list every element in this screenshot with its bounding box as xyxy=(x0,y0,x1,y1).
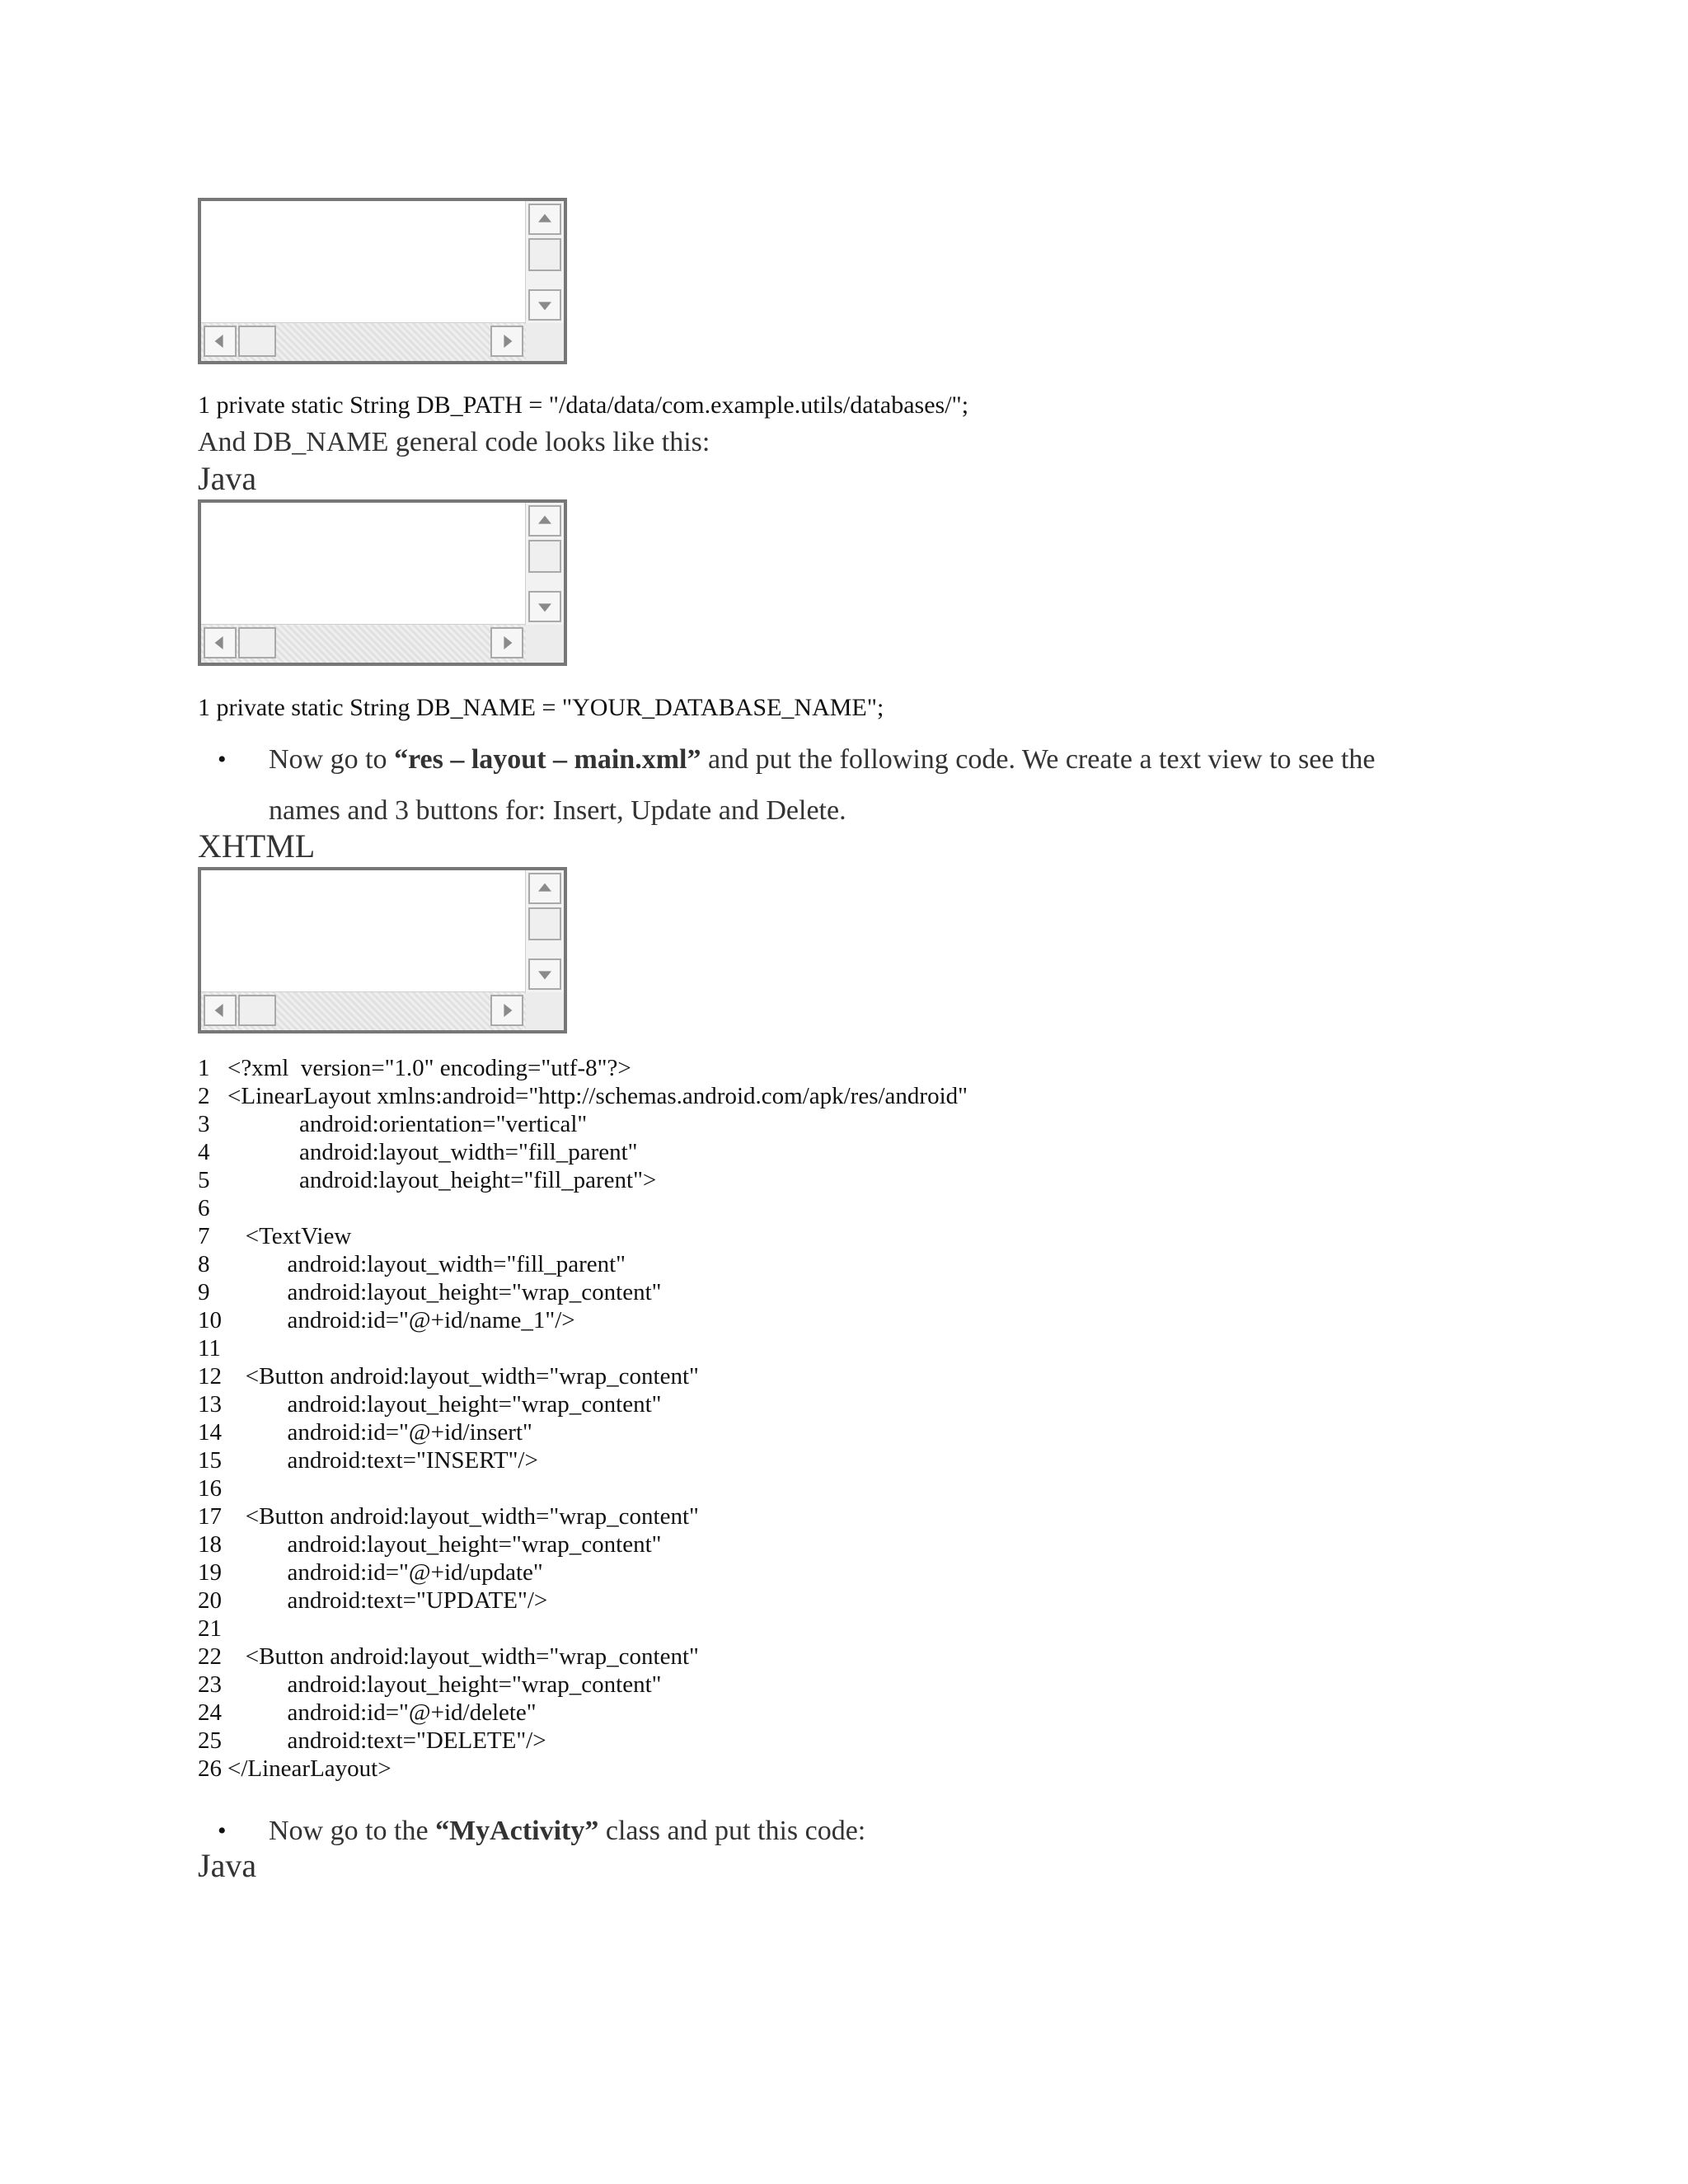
line-number: 5 xyxy=(198,1167,210,1193)
line-number: 4 xyxy=(198,1139,210,1165)
arrow-up-icon[interactable] xyxy=(528,505,561,537)
bullet-2-text-after: class and put this code: xyxy=(598,1816,866,1846)
line-number: 13 xyxy=(198,1391,222,1418)
scroll-thumb-vertical[interactable] xyxy=(528,540,561,573)
arrow-down-icon[interactable] xyxy=(528,289,561,321)
line-text: android:layout_width="fill_parent" xyxy=(227,1251,626,1277)
bullet-paragraph-1-line-2: names and 3 buttons for: Insert, Update and Delete. xyxy=(269,795,846,826)
scrollbar-corner xyxy=(526,323,564,361)
line-text: android:layout_width="fill_parent" xyxy=(227,1139,638,1165)
bullet-icon: • xyxy=(218,1817,227,1844)
bullet-2-emphasis: “MyActivity” xyxy=(435,1816,599,1846)
line-text: <Button android:layout_width="wrap_content" xyxy=(227,1643,699,1670)
line-number: 24 xyxy=(198,1699,222,1726)
line-text: android:id="@+id/update" xyxy=(227,1559,543,1586)
line-number: 16 xyxy=(198,1475,222,1502)
horizontal-scrollbar[interactable] xyxy=(201,991,526,1030)
arrow-right-icon[interactable] xyxy=(490,627,523,658)
line-number: 18 xyxy=(198,1531,222,1558)
code-viewer-3[interactable] xyxy=(198,867,567,1033)
scroll-thumb-horizontal[interactable] xyxy=(238,326,276,357)
line-text: <LinearLayout xmlns:android="http://schemas.android.com/apk/res/android" xyxy=(227,1083,968,1109)
line-number: 25 xyxy=(198,1727,222,1754)
line-number: 2 xyxy=(198,1083,210,1109)
line-number: 20 xyxy=(198,1587,222,1614)
line-number: 26 xyxy=(198,1755,222,1782)
scrollbar-corner xyxy=(526,625,564,663)
language-label-xhtml: XHTML xyxy=(198,827,316,865)
line-number: 10 xyxy=(198,1307,222,1333)
line-number: 1 xyxy=(198,1055,210,1081)
bullet-1-text-after: and put the following code. We create a text view to see the xyxy=(701,744,1376,775)
line-text: <Button android:layout_width="wrap_content" xyxy=(227,1363,699,1390)
paragraph-db-name: And DB_NAME general code looks like this: xyxy=(198,427,710,457)
bullet-paragraph-1 xyxy=(269,744,1376,776)
line-number: 22 xyxy=(198,1643,222,1670)
line-text: android:layout_height="wrap_content" xyxy=(227,1531,662,1558)
line-text: <Button android:layout_width="wrap_content" xyxy=(227,1503,699,1530)
line-number: 6 xyxy=(198,1195,210,1221)
line-text: android:layout_height="wrap_content" xyxy=(227,1671,662,1698)
line-text: android:text="UPDATE"/> xyxy=(227,1587,548,1614)
scroll-thumb-vertical[interactable] xyxy=(528,238,561,271)
arrow-down-icon[interactable] xyxy=(528,591,561,622)
line-text: android:orientation="vertical" xyxy=(227,1111,588,1137)
line-number: 17 xyxy=(198,1503,222,1530)
line-text: <?xml version="1.0" encoding="utf-8"?> xyxy=(227,1055,631,1081)
horizontal-scrollbar[interactable] xyxy=(201,322,526,361)
arrow-right-icon[interactable] xyxy=(490,326,523,357)
line-number: 19 xyxy=(198,1559,222,1586)
vertical-scrollbar[interactable] xyxy=(525,870,564,992)
line-text: android:text="DELETE"/> xyxy=(227,1727,546,1754)
line-text: android:text="INSERT"/> xyxy=(227,1447,538,1474)
arrow-right-icon[interactable] xyxy=(490,995,523,1026)
line-text: android:layout_height="wrap_content" xyxy=(227,1391,662,1418)
bullet-paragraph-2 xyxy=(269,1816,865,1847)
line-text: </LinearLayout> xyxy=(227,1755,392,1782)
line-text: android:id="@+id/insert" xyxy=(227,1419,532,1446)
arrow-up-icon[interactable] xyxy=(528,873,561,904)
line-text: <TextView xyxy=(227,1223,352,1249)
line-number: 21 xyxy=(198,1615,222,1642)
line-number: 15 xyxy=(198,1447,222,1474)
arrow-left-icon[interactable] xyxy=(204,995,237,1026)
horizontal-scrollbar[interactable] xyxy=(201,624,526,663)
line-text: android:layout_height="fill_parent"> xyxy=(227,1167,657,1193)
bullet-2-text-before: Now go to the xyxy=(269,1816,436,1846)
line-number: 14 xyxy=(198,1419,222,1446)
line-text: android:id="@+id/delete" xyxy=(227,1699,537,1726)
bullet-1-text-before: Now go to xyxy=(269,744,395,775)
line-number: 3 xyxy=(198,1111,210,1137)
line-number: 12 xyxy=(198,1363,222,1390)
line-number: 9 xyxy=(198,1279,210,1305)
arrow-down-icon[interactable] xyxy=(528,958,561,990)
language-label-java-2: Java xyxy=(198,1847,257,1884)
line-number: 8 xyxy=(198,1251,210,1277)
line-number: 7 xyxy=(198,1223,210,1249)
scroll-thumb-horizontal[interactable] xyxy=(238,627,276,658)
code-viewer-2[interactable] xyxy=(198,499,567,666)
code-line-db-name: 1 private static String DB_NAME = "YOUR_DATABASE_NAME"; xyxy=(198,694,884,721)
line-text: android:id="@+id/name_1"/> xyxy=(227,1307,575,1333)
vertical-scrollbar[interactable] xyxy=(525,201,564,323)
arrow-up-icon[interactable] xyxy=(528,204,561,235)
bullet-1-emphasis: “res – layout – main.xml” xyxy=(394,744,701,775)
language-label-java: Java xyxy=(198,460,257,497)
line-number: 23 xyxy=(198,1671,222,1698)
line-text: android:layout_height="wrap_content" xyxy=(227,1279,662,1305)
scroll-thumb-vertical[interactable] xyxy=(528,907,561,940)
vertical-scrollbar[interactable] xyxy=(525,503,564,625)
scroll-thumb-horizontal[interactable] xyxy=(238,995,276,1026)
code-viewer-1[interactable] xyxy=(198,198,567,364)
bullet-icon: • xyxy=(218,746,227,773)
arrow-left-icon[interactable] xyxy=(204,627,237,658)
scrollbar-corner xyxy=(526,992,564,1030)
line-number: 11 xyxy=(198,1335,221,1361)
code-line-db-path: 1 private static String DB_PATH = "/data/data/com.example.utils/databases/"; xyxy=(198,391,969,419)
arrow-left-icon[interactable] xyxy=(204,326,237,357)
